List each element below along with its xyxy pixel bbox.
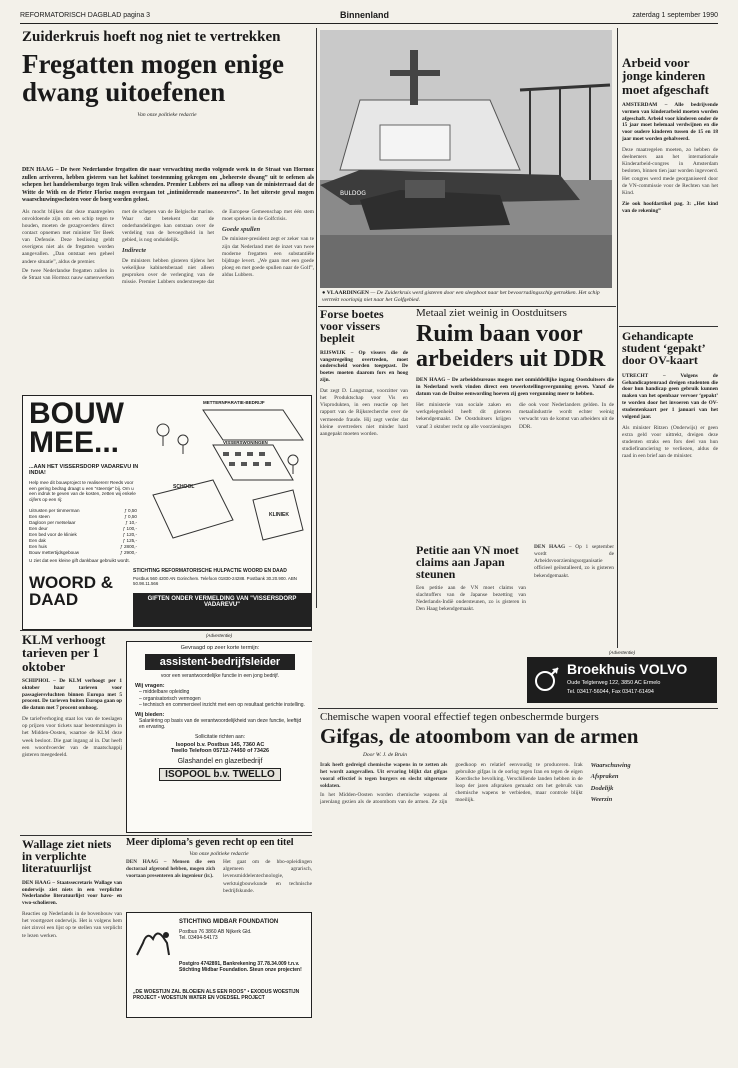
ad-midbar-slogan: „DE WOESTIJN ZAL BLOEIEN ALS EEN ROOS” • EXODUS WOESTIJN PROJECT • WOESTIJN WATER EN VOEDSEL PROJECT xyxy=(133,989,300,1001)
ad-volvo-name: Broekhuis VOLVO xyxy=(567,661,688,677)
diploma-body xyxy=(126,859,312,895)
ddr-article xyxy=(416,308,614,538)
chem-body-text: In het Midden-Oosten worden chemische wapens al jarenlang gezien als de atoombom van de armen. Ze zijn goedkoop en relatief eenvoudig te produceren. Irak gebruikte gifgas in de oorlog tegen Iran en tegen de eigen Koerdische bevolking. Verschillende landen hebben in de loop der jaren afspraken gemaakt om het gebruik van chemische wapens te verbieden, maar controle blijkt moeilijk. xyxy=(320,761,583,805)
ad-isopool-address: Isopool b.v. Postbus 145, 7360 AC Twello Telefoon 05712-74450 of 73426 xyxy=(170,741,270,754)
rule-right-column xyxy=(617,28,618,648)
ad-midbar-giro: Postgiro 4742891, Bankrekening 37.78.34.009 t.n.v. Stichting Midbar Foundation. Steun onze projecten! xyxy=(179,961,302,973)
ad-bouw-intro: Help mee dit bouwproject te realiseren! Reeds voor een gering bedrag draagt u een "steentje" bij. Om u een indruk te geven van de kosten, zetten wij enkele cijfers op een rij: xyxy=(29,480,136,503)
fines-lead: RIJSWIJK – Op vissers die de vangstregeling overtreden, moet onderscheid worden toegepast. De boetes moeten daarom fors en hoog zijn. xyxy=(320,349,408,384)
price-item: Een huis xyxy=(29,543,47,549)
ad-bouw-label-school: SCHOOL xyxy=(173,484,195,490)
price-item: Uitrusten per timmerman xyxy=(29,508,80,513)
child-labour-lead: AMSTERDAM – Alle bedrijvende vormen van kinderarbeid moeten worden afgeschaft. Arbeid voor kinderen onder de 15 jaar moet helemaal verdwijnen en die voor oudere kinderen tussen de 15 en 18 jaar moet worden gehalveerd. xyxy=(622,101,718,143)
klm-lead: SCHIPHOL – De KLM verhoogt per 1 oktober haar tarieven voor passagiersvluchten binnen Europa met 5 procent. De tarieven buiten Europa gaan op die datum met 7 procent omhoog. xyxy=(22,677,122,712)
ddr-body: Het ministerie van sociale zaken en werkgelegenheid heeft dit gisteren bekendgemaakt. De Oostduitsers krijgen vanaf 3 oktober recht op alle voorzieningen die ook voor Nederlanders gelden. In de metaalindustrie wordt echter weinig verwacht van de komst van arbeiders uit de DDR. xyxy=(416,402,614,430)
price-row xyxy=(29,550,137,556)
ad-bouw-map xyxy=(143,400,307,558)
wallage-title: Wallage ziet niets in verplichte literatuurlijst xyxy=(22,838,112,876)
chem-sub-1: Waarschuwing xyxy=(590,761,631,769)
header-paper-name: REFORMATORISCH DAGBLAD pagina 3 xyxy=(20,12,151,19)
frigates-body-1: Als mocht blijken dat deze maatregelen onvoldoende zijn om een schip tegen te houden, moeten de gezagvoerders direct contact opnemen met minister Ter Beek van Defensie. Deze beslissing geldt overigens niet als de fregatten worden aangevallen. „Dan ontstaat een geheel andere situatie”, aldus de premier. xyxy=(22,208,114,265)
price-value: ƒ 125,- xyxy=(122,537,137,543)
ad-bouw-address: Postbus 560 4200 AN Gorinchem. Telefoon 01830-24288. Postbank 30.20.900. ABN 50.98.11.566 xyxy=(133,576,297,586)
diploma-title: Meer diploma’s geven recht op een titel xyxy=(126,838,294,848)
student-article xyxy=(622,330,718,660)
ad-isopool-tag: (Advertentie) xyxy=(205,633,233,638)
frigates-lead: DEN HAAG – De twee Nederlandse fregatten die naar verwachting medio volgende week in de Straat van Hormoz zullen arriveren, hebben gisteren van het kabinet toestemming gekregen om „beheerste dwang” uit te oefenen als schepen het handelsembargo tegen Irak willen schenden. Premier Lubbers zei na afloop van de ministerraad dat de Witte de With en de Pieter Florisz mogen overgaan tot „intimiderende manoeuvres”. In het uiterste geval mogen waarschuwingsschoten voor de boeg worden gelost. xyxy=(22,167,314,204)
frigates-kicker: Zuiderkruis hoeft nog niet te vertrekken xyxy=(22,30,281,45)
ad-isopool-wij-bieden: Wij bieden: xyxy=(135,711,165,718)
petition-title: Petitie aan VN moet claims aan Japan steunen xyxy=(416,544,519,582)
price-item: Een steen xyxy=(29,513,50,519)
vragen-item: – technisch en commercieel inzicht met een op resultaat gerichte instelling. xyxy=(139,702,305,708)
child-labour-title: Arbeid voor jonge kinderen moet afgeschaft xyxy=(622,56,709,97)
child-labour-article xyxy=(622,56,718,276)
frigates-sub-2: Goede spullen xyxy=(222,225,261,233)
camel-logo-icon xyxy=(133,921,173,961)
price-item: Een deur xyxy=(29,525,48,531)
petition-short-place: DEN HAAG xyxy=(534,544,566,550)
ad-midbar xyxy=(126,912,312,1018)
frigates-body-3: De ministers hebben gisteren tijdens het wekelijkse kabinetsberaad niet alleen gesproken over de verlenging van de missie. Premier Lubbers onderstreepte dat de Europese Gemeenschap met één stem moet spreken in de Golfcrisis. xyxy=(122,208,314,286)
diploma-article xyxy=(126,838,312,908)
ad-isopool-title: assistent-bedrijfsleider xyxy=(145,654,295,670)
price-value: ƒ 2900,- xyxy=(120,549,137,555)
wallage-body: Reacties op Nederlands in de bovenbouw van het voortgezet onderwijs. Het is volgens hem niet zinvol een lijst op te stellen van verplicht te lezen werken. xyxy=(22,911,122,939)
ad-isopool-company: Glashandel en glazetbedrijf xyxy=(177,757,263,765)
header-date: zaterdag 1 september 1990 xyxy=(632,12,718,19)
chem-byline: Door W. J. de Bruin xyxy=(362,751,408,758)
price-value: ƒ 0,50 xyxy=(124,513,137,519)
petition-body: Een petitie aan de VN moet claims van slachtoffers van de Japanse bezetting van Nederlands-Indië ondersteunen, zo is gisteren in Den Haag bekendgemaakt. xyxy=(416,584,526,613)
vragen-item: – middelbare opleiding xyxy=(139,689,190,695)
ddr-kicker: Metaal ziet weinig in Oostduitsers xyxy=(416,308,567,319)
ad-isopool-bieden: Salariëring op basis van de verantwoordelijkheid van deze functie, leeftijd en ervaring. xyxy=(139,717,302,730)
ad-volvo-phone: Tel. 03417-56044, Fax 03417-61494 xyxy=(567,689,654,695)
ad-volvo-tag: (Advertentie) xyxy=(608,650,636,655)
rule-above-student xyxy=(619,326,718,327)
frigates-byline: Van onze politieke redactie xyxy=(137,112,197,119)
klm-article xyxy=(22,633,122,813)
ad-isopool-logo: ISOPOOL b.v. TWELLO xyxy=(159,768,281,781)
price-item: Een bed voor de kliniek xyxy=(29,531,77,537)
ad-bouw-price-list xyxy=(29,508,137,556)
rule-left-photo xyxy=(316,28,317,608)
photo-caption-text: De Zuiderkruis werd gisteren door een sleepboot naar het bevoorradingsschip getrokken. Het schip vertrekt voorlopig niet naar het Golfgebied. xyxy=(322,290,600,304)
ad-midbar-name: STICHTING MIDBAR FOUNDATION xyxy=(179,919,279,925)
ad-bouw-label-clinic: KLINIEK xyxy=(269,512,289,518)
fines-body: Dat zegt D. Langstraat, voorzitter van het Produktschap voor Vis en Visprodukten, in een reactie op het rapport van de Rijksrecherche over de vermeende fraude. Hij zegt verder dat kleine overtreders niet minder hard aangepakt moeten worden. xyxy=(320,388,408,437)
price-value: ƒ 120,- xyxy=(122,531,137,537)
ad-bouw-note: U ziet dat een kleine gift dankbaar gebruikt wordt. xyxy=(29,558,130,563)
ad-volvo xyxy=(527,650,717,705)
ad-bouw-foundation: STICHTING REFORMATORISCHE HULPACTIE WOORD EN DAAD xyxy=(133,568,287,574)
ddr-title: Ruim baan voor arbeiders uit DDR xyxy=(416,321,606,372)
child-labour-reference: Zie ook hoofdartikel pag. 3: „Het kind van de rekening” xyxy=(622,200,718,214)
ad-bouw-mee xyxy=(22,395,312,630)
ship-illustration-icon xyxy=(320,30,612,288)
petition-short: DEN HAAG – Op 1 september wordt de Arbeidsvoorzieningsorganisatie officieel geïnstalleerd, zo is gisteren bekendgemaakt. xyxy=(534,544,614,579)
rule-above-wallage xyxy=(20,835,312,836)
ad-bouw-title-2: MEE... xyxy=(29,425,120,459)
rule-above-chem xyxy=(318,708,718,709)
ad-isopool-intro: Gevraagd op zeer korte termijn: xyxy=(180,645,260,651)
student-body: Als minister Ritzen (Onderwijs) er geen extra geld voor uittrekt, dreigen deze studenten straks een fors deel van hun studiefinanciering te verliezen, aldus de raad in een brief aan de minister. xyxy=(622,424,718,460)
diploma-text: Het gaat om de hbo-opleidingen algemeen agrarisch, levensmiddelentechnologie, werktuigbouwkunde en technische bedrijfskunde. xyxy=(223,859,312,894)
ad-midbar-address: Postbus 76 3860 AB Nijkerk Gld. Tel. 03494-54173 xyxy=(179,929,252,941)
frigates-body-4: De minister-president zegt er zeker van te zijn dat Nederland met de inzet van twee moderne fregatten een substantiële bijdrage levert. „We gaan met een goede ploeg en met goede spullen naar de Golf”, aldus Lubbers. xyxy=(222,236,314,279)
chem-sub-3: Dodelijk xyxy=(590,784,614,792)
student-title: Gehandicapte student ‘gepakt’ door OV-kaart xyxy=(622,330,705,368)
student-lead: UTRECHT – Volgens de Gehandicaptenraad dreigen studenten die door hun handicap geen gebruik kunnen maken van het openbaar vervoer ‘gepakt’ te worden door het invoeren van de OV-studentenkaart per 1 januari van het volgend jaar. xyxy=(622,372,718,420)
photo-caption-place: VLAARDINGEN xyxy=(326,290,369,296)
ad-bouw-cta: GIFTEN ONDER VERMELDING VAN "VISSERSDORP VADAREVU" xyxy=(133,593,311,627)
price-value: ƒ 0,50 xyxy=(124,508,137,513)
vragen-item: – organisatorisch vermogen xyxy=(139,695,201,702)
ad-bouw-title-1: BOUW xyxy=(29,397,124,430)
fines-article xyxy=(320,308,408,613)
wallage-lead: DEN HAAG – Staatssecretaris Wallage van onderwijs ziet niets in een verplichte Nederlandse literatuurlijst voor havo- en vwo-scholieren. xyxy=(22,879,122,907)
klm-title: KLM verhoogt tarieven per 1 oktober xyxy=(22,633,106,674)
price-value: ƒ 100,- xyxy=(122,525,137,531)
chem-body xyxy=(320,762,718,1042)
petition-article xyxy=(416,544,614,649)
frigates-sub-1: Indirecte xyxy=(122,247,147,255)
svg-text:BULDOG: BULDOG xyxy=(340,190,366,197)
ad-bouw-map-title: METTERNPARATIE-BEDRIJF xyxy=(203,400,265,405)
ad-isopool-apply: Sollicitatie richten aan: xyxy=(194,733,246,740)
rule-under-photo xyxy=(318,306,616,307)
header-section: Binnenland xyxy=(340,10,389,20)
price-value: ƒ 10,- xyxy=(125,519,137,525)
chem-sub-2: Afspraken xyxy=(590,773,619,781)
price-item: Dagloon per metselaar xyxy=(29,519,76,525)
child-labour-body: Deze maatregelen moeten, zo hebben de deelnemers aan het internationale Kinderarbeid-congres in Amsterdam besloten, binnen tien jaar worden ingevoerd. Het congres werd mede georganiseerd door de VN-commissie voor de Rechten van het Kind. xyxy=(622,147,718,196)
ad-bouw-label-village: VISSERSWONINGEN xyxy=(223,440,268,445)
klm-body: De tariefverhoging staat los van de toeslagen op prijzen voor tickets naar bestemmingen in het Midden-Oosten, waartoe de KLM deze week besloot. Die gaat ingang al in. Dat heeft een woordvoerder van de maatschappij gisteren meegedeeld. xyxy=(22,716,122,758)
ad-isopool-sub: voor een verantwoordelijke functie in een jong bedrijf. xyxy=(160,673,280,679)
frigates-body-2: De twee Nederlandse fregatten zullen in de Straat van Hormoz nauw samenwerken met de schepen van de Belgische marine. Waar dat betekent dat de onderhandelingen kan ontstaan over de verdeling van de bevoegdheid in het gebied, is nog onduidelijk. xyxy=(22,208,214,281)
ad-isopool-wij-vragen: Wij vragen: xyxy=(135,683,165,689)
price-item: Bouw mettertijdsgebouw xyxy=(29,549,80,555)
frigates-article xyxy=(22,167,314,389)
rule-under-ad xyxy=(20,630,312,631)
frigates-body xyxy=(22,209,314,359)
ad-bouw-title xyxy=(29,397,124,459)
wallage-article xyxy=(22,838,122,1053)
page-header xyxy=(20,10,718,24)
frigates-title: Fregatten mogen enige dwang uitoefenen xyxy=(22,49,284,107)
volvo-logo-icon xyxy=(533,665,561,693)
chem-kicker: Chemische wapen vooral effectief tegen onbeschermde burgers xyxy=(320,712,599,723)
chem-title: Gifgas, de atoombom van de armen xyxy=(320,724,639,749)
ship-photo xyxy=(320,30,612,288)
frigates-headline-block xyxy=(22,30,312,118)
chem-lead: Irak heeft gedreigd chemische wapens in te zetten als het wordt aangevallen. Uit ervaring blijkt dat gifgas vooral effectief is tegen burgers en slecht uitgeruste soldaten. xyxy=(320,761,448,789)
chem-sub-4: Weerzin xyxy=(590,796,613,804)
price-value: ƒ 2800,- xyxy=(120,543,137,549)
village-map-icon xyxy=(143,400,307,558)
ddr-lead: DEN HAAG – De arbeidsbureaus mogen met onmiddellijke ingang Oostduitsers die in Nederland werk vinden direct een tewerkstellingsvergunning geven. Vanaf de datum van de Duitse eenwording hoeven zij geen vergunning meer te hebben. xyxy=(416,377,614,398)
petition-short-text: Op 1 september wordt de Arbeidsvoorzieningsorganisatie officieel geïnstalleerd, zo is gisteren bekendgemaakt. xyxy=(534,544,614,579)
fines-title: Forse boetes voor vissers bepleit xyxy=(320,308,384,346)
ad-isopool-vragen-list xyxy=(139,689,312,709)
ad-bouw-brand: WOORD & DAAD xyxy=(29,573,114,609)
photo-caption: ● VLAARDINGEN — De Zuiderkruis werd gisteren door een sleepboot naar het bevoorradingsschip getrokken. Het schip vertrekt voorlopig niet naar het Golfgebied. xyxy=(322,290,600,304)
price-item: Een dak xyxy=(29,537,46,543)
ad-volvo-address: Oude Telgterweg 122, 3850 AC Ermelo xyxy=(567,680,661,686)
ad-bouw-subtitle: ...AAN HET VISSERSDORP VADAREVU IN INDIA! xyxy=(29,464,139,476)
diploma-byline: Van onze politieke redactie xyxy=(189,851,249,858)
chem-article xyxy=(320,712,718,1057)
ad-isopool xyxy=(126,633,312,833)
diploma-lead: DEN HAAG – Mensen die een doctoraal afgerond hebben, mogen zich voortaan presenteren als ingenieur (ir.). xyxy=(126,859,215,879)
